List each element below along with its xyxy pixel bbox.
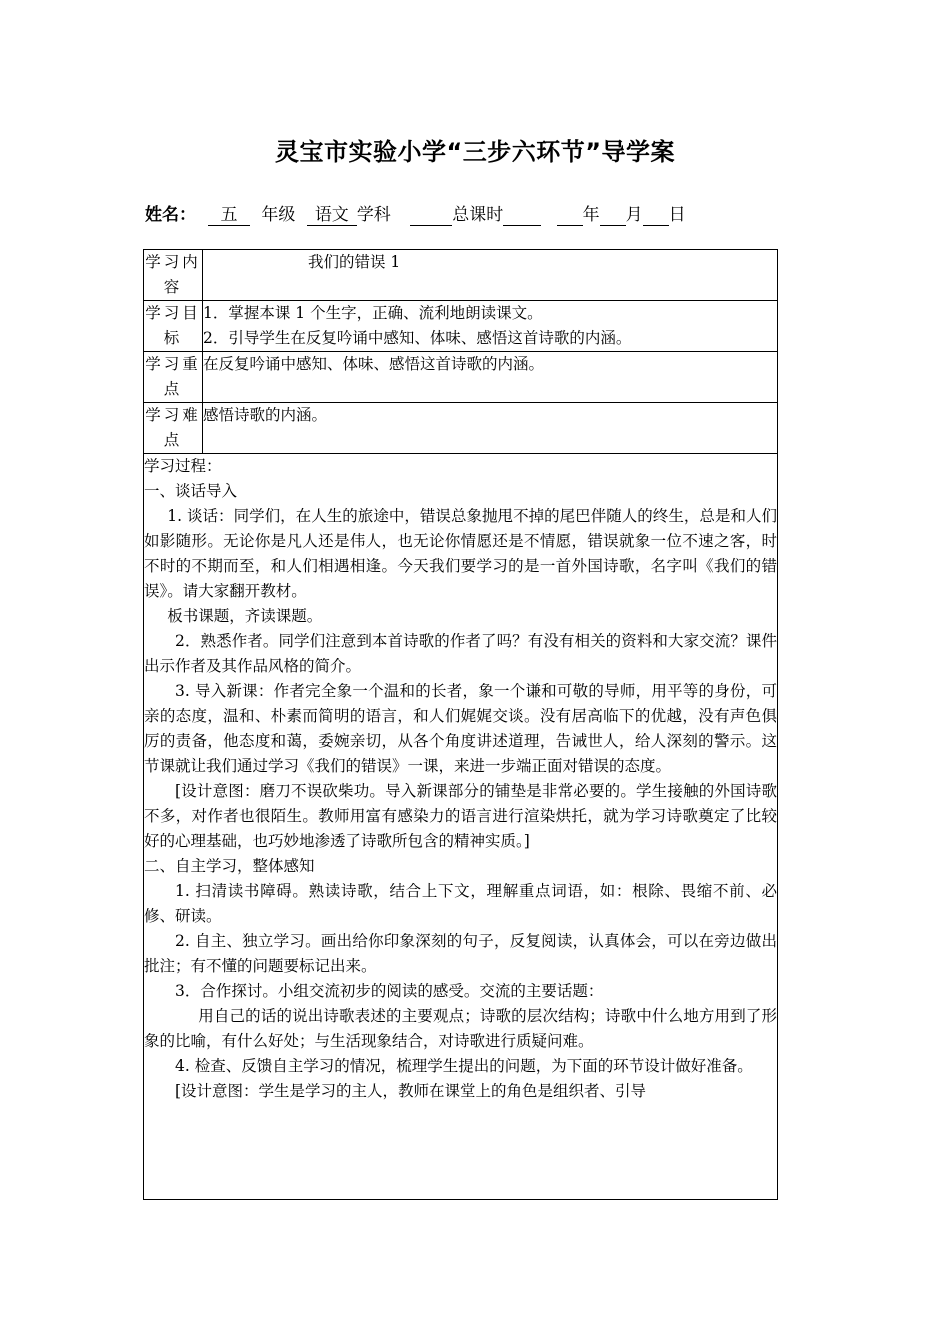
label-learning-goals: 学习目标 xyxy=(144,301,203,352)
paragraph-2: 板书课题，齐读课题。 xyxy=(167,607,323,625)
learning-process xyxy=(144,454,778,1200)
month-label: 月 xyxy=(625,205,643,225)
section-2-heading: 二、自主学习，整体感知 xyxy=(144,857,315,875)
lesson-plan-table xyxy=(143,249,778,1200)
paragraph-11: [设计意图：学生是学习的主人，教师在课堂上的角色是组织者、引导 xyxy=(175,1082,647,1100)
label-learning-content: 学习内容 xyxy=(144,250,203,301)
row-learning-process xyxy=(144,454,778,1200)
grade-label: 年级 xyxy=(261,205,296,225)
row-learning-goals xyxy=(144,301,778,352)
value-difficulties: 感悟诗歌的内涵。 xyxy=(203,403,778,454)
total-label: 总课时 xyxy=(452,205,504,225)
header-info-line xyxy=(145,200,686,226)
day-blank xyxy=(643,205,669,226)
goal-item-2: 2．引导学生在反复吟诵中感知、体味、感悟这首诗歌的内涵。 xyxy=(203,329,632,347)
page-title: 灵宝市实验小学“三步六环节”导学案 xyxy=(274,138,676,166)
paragraph-3: 2．熟悉作者。同学们注意到本首诗歌的作者了吗？有没有相关的资料和大家交流？课件出示作者及其作品风格的简介。 xyxy=(144,632,777,675)
paragraph-8: 3．合作探讨。小组交流初步的阅读的感受。交流的主要话题： xyxy=(175,982,604,1000)
total-blank xyxy=(410,205,452,226)
grade-value: 五 xyxy=(208,205,250,226)
paragraph-6: 1. 扫清读书障碍。熟读诗歌，结合上下文，理解重点词语，如：根除、畏缩不前、必修、研读。 xyxy=(144,882,777,925)
label-difficulties: 学习难点 xyxy=(144,403,203,454)
goal-item-1: 1．掌握本课 1 个生字，正确、流利地朗读课文。 xyxy=(203,304,543,322)
paragraph-5: [设计意图：磨刀不误砍柴功。导入新课部分的铺垫是非常必要的。学生接触的外国诗歌不多，对作者也很陌生。教师用富有感染力的语言进行渲染烘托，就为学习诗歌奠定了比较好的心理基础，也巧妙地渗透了诗歌所包含的精神实质。] xyxy=(144,782,777,850)
year-label: 年 xyxy=(582,205,600,225)
row-learning-content xyxy=(144,250,778,301)
process-heading: 学习过程： xyxy=(144,457,222,475)
year-blank xyxy=(557,205,583,226)
value-learning-goals xyxy=(203,301,778,352)
month-blank xyxy=(600,205,626,226)
section-1-heading: 一、谈话导入 xyxy=(144,482,238,500)
name-label: 姓名： xyxy=(145,205,196,225)
subject-value: 语文 xyxy=(307,205,357,226)
paragraph-7: 2. 自主、独立学习。画出给你印象深刻的句子，反复阅读，认真体会，可以在旁边做出批注；有不懂的问题要标记出来。 xyxy=(144,932,777,975)
value-key-points: 在反复吟诵中感知、体味、感悟这首诗歌的内涵。 xyxy=(203,352,778,403)
row-difficulties xyxy=(144,403,778,454)
label-key-points: 学习重点 xyxy=(144,352,203,403)
subject-label: 学科 xyxy=(356,205,391,225)
total-value-blank xyxy=(503,205,541,226)
paragraph-10: 4. 检查、反馈自主学习的情况，梳理学生提出的问题，为下面的环节设计做好准备。 xyxy=(175,1057,753,1075)
paragraph-4: 3. 导入新课：作者完全象一个温和的长者，象一个谦和可敬的导师，用平等的身份，可亲的态度，温和、朴素而简明的语言，和人们娓娓交谈。没有居高临下的优越，没有声色俱厉的责备，他态度和蔼，委婉亲切，从各个角度讲述道理，告诫世人，给人深刻的警示。这节课就让我们通过学习《我们的错误》一课，来进一步端正面对错误的态度。 xyxy=(144,682,777,775)
paragraph-1: 1. 谈话：同学们，在人生的旅途中，错误总象抛甩不掉的尾巴伴随人的终生，总是和人们如影随形。无论你是凡人还是伟人，也无论你情愿还是不情愿，错误就象一位不速之客，时不时的不期而至，和人们相遇相逢。今天我们要学习的是一首外国诗歌，名字叫《我们的错误》。请大家翻开教材。 xyxy=(144,507,777,600)
row-key-points xyxy=(144,352,778,403)
paragraph-9: 用自己的话的说出诗歌表述的主要观点；诗歌的层次结构；诗歌中什么地方用到了形象的比喻，有什么好处；与生活现象结合，对诗歌进行质疑问难。 xyxy=(144,1007,777,1050)
day-label: 日 xyxy=(668,205,686,225)
value-learning-content: 我们的错误 1 xyxy=(203,250,778,301)
